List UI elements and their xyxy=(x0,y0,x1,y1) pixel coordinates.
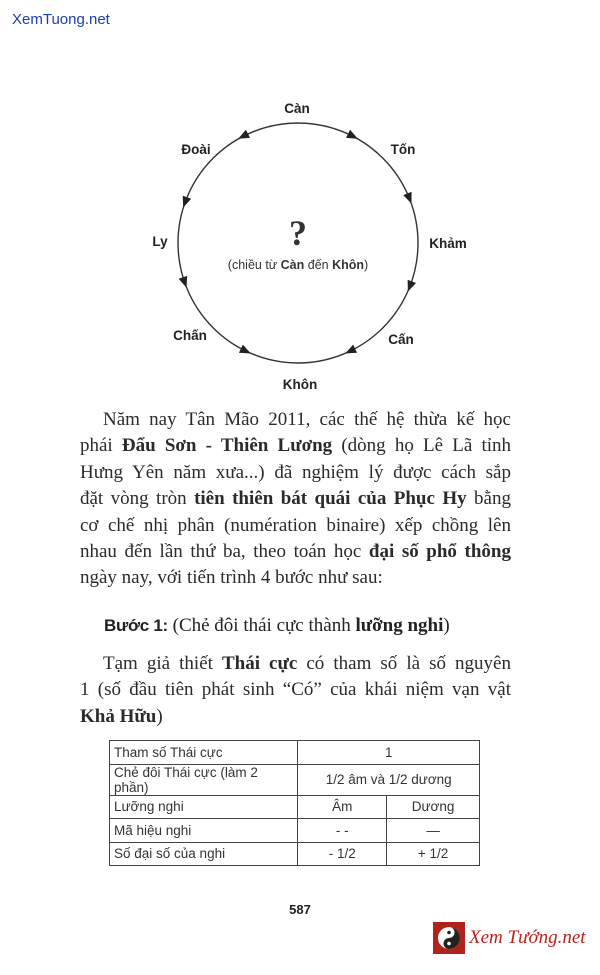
site-watermark[interactable]: XemTuong.net xyxy=(12,11,110,28)
label-chan: Chấn xyxy=(173,328,207,343)
arrowhead-icon xyxy=(183,196,191,208)
text-line: cơ chế nhị phân (numération binaire) xếp chồng lên xyxy=(80,514,511,536)
arrowhead-icon xyxy=(179,276,188,288)
arrowhead-icon xyxy=(403,192,411,204)
paragraph-intro xyxy=(80,407,511,592)
text-line: phái Đẩu Sơn - Thiên Lương (dòng họ Lê Lã tỉnh xyxy=(80,435,512,457)
yin-yang-icon xyxy=(433,922,465,954)
text-line: Năm nay Tân Mão 2011, các thế hệ thừa kế học xyxy=(103,409,511,430)
text-line: Tạm giả thiết Thái cực có tham số là số nguyên xyxy=(103,653,511,674)
bat-quai-diagram xyxy=(0,0,600,400)
thai-cuc-table xyxy=(109,740,480,866)
label-can2: Cấn xyxy=(388,332,414,347)
arrowhead-icon xyxy=(408,280,416,292)
label-ly: Ly xyxy=(152,234,168,249)
label-khon: Khôn xyxy=(282,377,318,392)
table-row: Số đại số của nghi - 1/2 + 1/2 xyxy=(110,842,480,866)
step-1-heading: Bước 1: (Chẻ đôi thái cực thành lưỡng nghi) xyxy=(104,615,450,636)
text-line: ngày nay, với tiến trình 4 bước như sau: xyxy=(80,567,383,589)
diagram-caption: (chiều từ Càn đến Khôn) xyxy=(227,258,369,272)
table-row: Mã hiệu nghi - - — xyxy=(110,819,480,843)
text-line: đặt vòng tròn tiên thiên bát quái của Phục Hy bằng xyxy=(80,488,511,510)
table-row: Lưỡng nghi Âm Dương xyxy=(110,795,480,819)
table-row: Tham số Thái cực 1 xyxy=(110,741,480,765)
text-line: nhau đến lần thứ ba, theo toán học đại số phổ thông xyxy=(80,540,511,562)
text-line: 1 (số đầu tiên phát sinh “Có” của khái niệm vạn vật xyxy=(80,679,511,701)
label-ton: Tốn xyxy=(390,142,416,157)
xemtuong-logo[interactable] xyxy=(433,922,586,954)
paragraph-step1 xyxy=(80,651,511,730)
question-mark: ? xyxy=(289,213,307,253)
label-kham: Khảm xyxy=(429,236,467,251)
text-line: Khả Hữu) xyxy=(80,705,163,727)
table-row: Chẻ đôi Thái cực (làm 2 phần) 1/2 âm và 1/2 dương xyxy=(110,764,480,795)
text-line: Hưng Yên năm xưa...) đã nghiệm lý được cách sắp xyxy=(80,461,511,483)
logo-text: Xem Tướng.net xyxy=(469,927,586,948)
page-number: 587 xyxy=(289,902,311,917)
label-doai: Đoài xyxy=(181,142,211,157)
label-can: Càn xyxy=(284,101,310,116)
